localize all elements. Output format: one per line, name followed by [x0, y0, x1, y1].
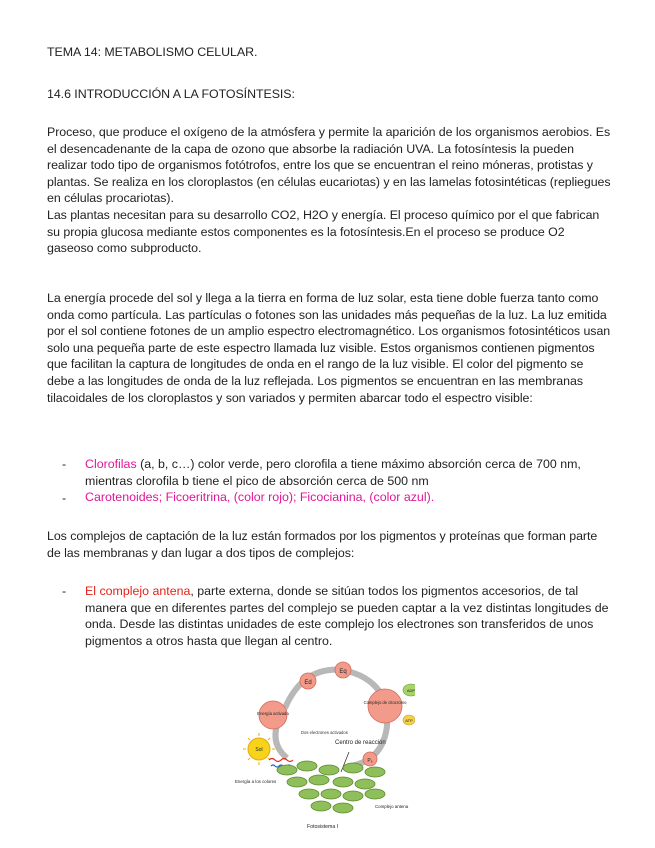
photosystem-diagram — [225, 660, 415, 832]
photosystem-svg — [225, 660, 415, 832]
antenna-pigments — [277, 761, 385, 813]
adp-label: ADP — [406, 688, 415, 693]
sun-label: Sol — [255, 747, 263, 753]
p-label: P₆ — [367, 758, 373, 764]
clorofilas-description: (a, b, c…) color verde, pero clorofila a tiene máximo absorción cerca de 700 nm, mientras clorofila b tiene el pico de absorción cerca de 500 nm — [85, 457, 581, 488]
figure-caption: Fotosistema I — [307, 824, 339, 830]
term-clorofilas: Clorofilas — [85, 457, 137, 471]
pigment-list — [62, 456, 615, 506]
term-complejo-antena: El complejo antena — [85, 584, 191, 598]
paragraph-plants: Las plantas necesitan para su desarrollo CO2, H2O y energía. El proceso químico por el que fabrican su propia glucosa mediante estos componentes es la fotosíntesis.En el proceso se produce O2 gaseoso como subproducto. — [47, 208, 600, 256]
section-heading: 14.6 INTRODUCCIÓN A LA FOTOSÍNTESIS: — [47, 87, 295, 101]
cytochrome-node — [368, 689, 402, 723]
list-bullet: - — [62, 491, 67, 505]
cytochrome-label: Complejo de citocromo — [363, 700, 407, 705]
page-title: TEMA 14: METABOLISMO CELULAR. — [47, 45, 258, 59]
ed-label: Ed — [304, 680, 312, 686]
eq-label: Eq — [339, 669, 347, 675]
red-light-wave — [269, 759, 293, 762]
atp-label: ATP — [405, 718, 413, 723]
paragraph-complexes: Los complejos de captación de la luz están formados por los pigmentos y proteínas que forman parte de las membranas y dan lugar a dos tipos de complejos: — [47, 529, 598, 560]
reaction-center-label: Centro de reacción — [335, 740, 386, 746]
list-item-carotenoids: Carotenoides; Ficoeritrina, (color rojo); Ficocianina, (color azul). — [85, 490, 435, 505]
list-bullet: - — [62, 584, 67, 598]
energy-loss-label: Energía a los colores — [235, 779, 277, 784]
electrons-label: Dos electrones activados — [301, 730, 348, 735]
paragraph-intro: Proceso, que produce el oxígeno de la atmósfera y permite la aparición de los organismos aerobios. Es el desencadenante de la capa de ozono que absorbe la radiación UVA. La fotosíntesis la pueden realizar todo tipo de organismos fotótrofos, entre los que se encuentran el reino móneras, protistas y plantas. Se realiza en los cloroplastos (en células eucariotas) y en las lamelas fotosintéticas (repliegues en células procariotas). — [47, 125, 611, 206]
complex-list — [62, 583, 615, 649]
list-item-chlorophyll — [85, 456, 615, 489]
antenna-label: Complejo antena — [375, 804, 409, 809]
antena-description: , parte externa, donde se sitúan todos los pigmentos accesorios, de tal manera que en diferentes partes del complejo se pueden captar a la vez distintas longitudes de onda. Desde las distintas unidades de este complejo los electrones son transferidos de unos pigmentos a otros hasta que llegan al centro. — [85, 584, 609, 648]
list-item-antenna — [85, 583, 615, 649]
energy-label: Energía activada — [257, 711, 289, 716]
list-bullet: - — [62, 457, 67, 471]
paragraph-energy: La energía procede del sol y llega a la tierra en forma de luz solar, esta tiene doble fuerza tanto como onda como partícula. Las partículas o fotones son las unidades más pequeñas de la luz. La luz emitida por el sol contiene fotones de un amplio espectro electromagnético. Los organismos fotosintéticos usan solo una pequeña parte de este espectro llamada luz visible. Estos organismos contienen pigmentos que facilitan la captura de longitudes de onda en el rango de la luz visible. El color del pigmento se debe a las longitudes de onda de la luz reflejada. Los pigmentos se encuentran en las membranas tilacoidales de los cloroplastos y son variados y permiten abarcar todo el espectro visible: — [47, 291, 611, 405]
